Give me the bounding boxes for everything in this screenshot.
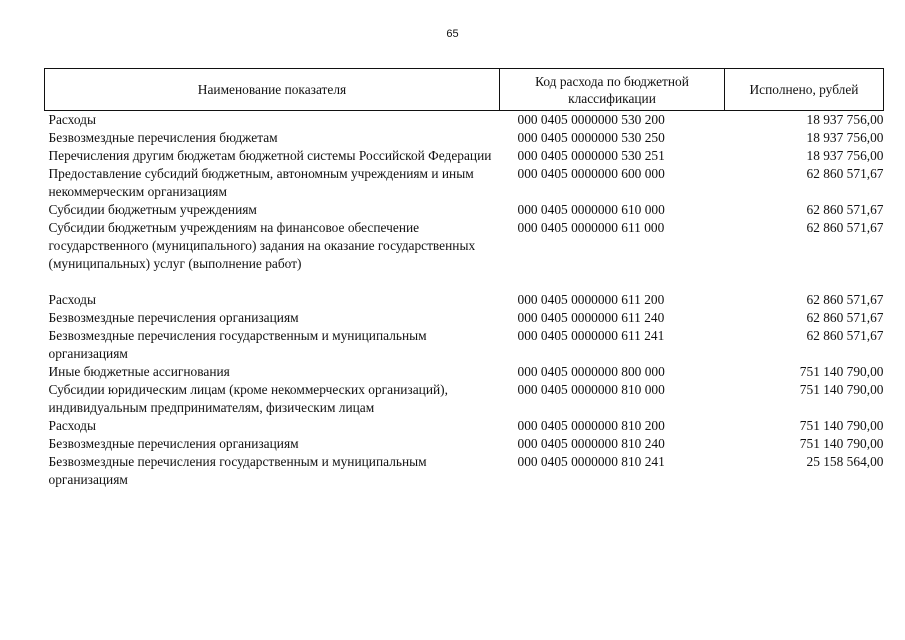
row-amount: 18 937 756,00 — [806, 148, 884, 163]
row-code: 000 0405 0000000 611 000 — [517, 220, 665, 235]
row-amount: 18 937 756,00 — [806, 130, 884, 145]
table-row — [45, 327, 884, 363]
row-amount: 25 158 564,00 — [806, 454, 884, 469]
table-header-row — [45, 69, 884, 111]
row-code: 000 0405 0000000 810 000 — [517, 382, 665, 397]
row-code: 000 0405 0000000 530 200 — [517, 112, 665, 127]
row-amount: 62 860 571,67 — [806, 328, 884, 343]
row-amount: 751 140 790,00 — [799, 418, 884, 433]
table-row — [45, 291, 884, 309]
row-code: 000 0405 0000000 600 000 — [517, 166, 665, 181]
row-name: Субсидии бюджетным учреждениям на финансовое обеспечение государственного (муниципального) задания на оказание государственных (муниципальных) услуг (выполнение работ) — [48, 220, 476, 271]
row-code: 000 0405 0000000 810 241 — [517, 454, 665, 469]
table-row — [45, 201, 884, 219]
row-code: 000 0405 0000000 530 251 — [517, 148, 665, 163]
table-row — [45, 435, 884, 453]
row-code: 000 0405 0000000 611 241 — [517, 328, 665, 343]
row-amount: 751 140 790,00 — [799, 364, 884, 379]
row-name: Субсидии бюджетным учреждениям — [48, 202, 257, 217]
table-row — [45, 165, 884, 201]
row-code: 000 0405 0000000 800 000 — [517, 364, 665, 379]
row-name: Безвозмездные перечисления организациям — [48, 310, 299, 325]
row-name: Расходы — [48, 292, 96, 307]
row-code: 000 0405 0000000 810 240 — [517, 436, 665, 451]
table-row — [45, 417, 884, 435]
row-name: Субсидии юридическим лицам (кроме некоммерческих организаций), индивидуальным предпринимателям, физическим лицам — [48, 382, 448, 415]
row-amount: 62 860 571,67 — [806, 310, 884, 325]
table-row — [45, 363, 884, 381]
row-name: Перечисления другим бюджетам бюджетной системы Российской Федерации — [48, 148, 492, 163]
row-amount: 62 860 571,67 — [806, 166, 884, 181]
row-amount: 62 860 571,67 — [806, 292, 884, 307]
header-executed-amount: Исполнено, рублей — [725, 69, 884, 111]
row-name: Безвозмездные перечисления государственным и муниципальным организациям — [48, 328, 427, 361]
row-name: Безвозмездные перечисления организациям — [48, 436, 299, 451]
header-expense-code: Код расхода по бюджетной классификации — [500, 69, 725, 111]
expenditure-table — [44, 68, 884, 489]
table-row — [45, 453, 884, 489]
row-name — [45, 273, 500, 291]
header-indicator-name: Наименование показателя — [45, 69, 500, 111]
row-name: Расходы — [48, 418, 96, 433]
table-row — [45, 219, 884, 273]
row-name: Иные бюджетные ассигнования — [48, 364, 230, 379]
row-name: Безвозмездные перечисления государственным и муниципальным организациям — [48, 454, 427, 487]
row-amount: 62 860 571,67 — [806, 220, 884, 235]
table-row-spacer — [45, 273, 884, 291]
row-amount: 751 140 790,00 — [799, 436, 884, 451]
row-name: Расходы — [48, 112, 96, 127]
row-code: 000 0405 0000000 530 250 — [517, 130, 665, 145]
row-amount: 751 140 790,00 — [799, 382, 884, 397]
row-name: Предоставление субсидий бюджетным, автономным учреждениям и иным некоммерческим организациям — [48, 166, 474, 199]
row-name: Безвозмездные перечисления бюджетам — [48, 130, 278, 145]
row-amount: 62 860 571,67 — [806, 202, 884, 217]
row-code: 000 0405 0000000 611 200 — [517, 292, 665, 307]
row-code: 000 0405 0000000 610 000 — [517, 202, 665, 217]
row-code: 000 0405 0000000 810 200 — [517, 418, 665, 433]
page-number: 65 — [446, 28, 459, 40]
table-row — [45, 309, 884, 327]
table-row — [45, 129, 884, 147]
table-row — [45, 111, 884, 130]
table-row — [45, 381, 884, 417]
row-amount — [725, 273, 884, 291]
table-row — [45, 147, 884, 165]
row-code — [500, 273, 725, 291]
row-amount: 18 937 756,00 — [806, 112, 884, 127]
row-code: 000 0405 0000000 611 240 — [517, 310, 665, 325]
